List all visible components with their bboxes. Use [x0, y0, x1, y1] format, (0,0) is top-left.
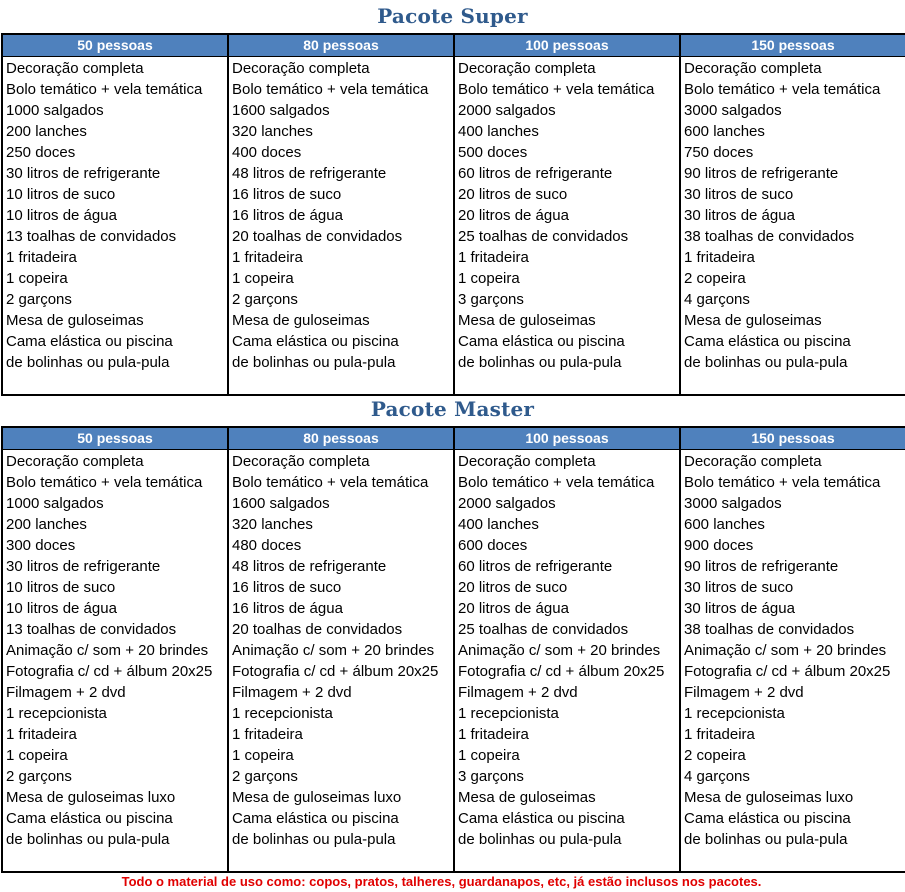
list-item: Decoração completa — [232, 453, 370, 470]
list-item: 30 litros de suco — [684, 579, 794, 596]
column-header: 100 pessoas — [454, 34, 680, 57]
list-item: Mesa de guloseimas — [232, 312, 370, 329]
list-item: 4 garçons — [684, 291, 750, 308]
list-item: 2 garçons — [232, 291, 298, 308]
items-row — [2, 57, 905, 396]
list-item: 1 recepcionista — [232, 705, 333, 722]
list-item: Bolo temático + vela temática — [458, 81, 655, 98]
list-item: Decoração completa — [684, 453, 822, 470]
list-item: 1 fritadeira — [232, 249, 303, 266]
list-item: Mesa de guloseimas — [684, 312, 822, 329]
list-item: 200 lanches — [6, 123, 87, 140]
pacote-master-title: Pacote Master — [370, 397, 535, 421]
list-item: Cama elástica ou piscina — [684, 810, 851, 827]
list-item: 250 doces — [6, 144, 76, 161]
list-item: 900 doces — [684, 537, 754, 554]
list-item: 600 doces — [458, 537, 528, 554]
list-item: 30 litros de água — [684, 600, 795, 617]
list-item: de bolinhas ou pula-pula — [458, 831, 622, 848]
list-item: 10 litros de suco — [6, 579, 116, 596]
list-item: 48 litros de refrigerante — [232, 558, 387, 575]
column-items-cell — [454, 57, 680, 396]
pacote-super-table — [1, 33, 905, 396]
list-item: 3000 salgados — [684, 495, 782, 512]
list-item: 1 copeira — [6, 270, 68, 287]
column-items-cell — [680, 57, 905, 396]
list-item: de bolinhas ou pula-pula — [684, 831, 848, 848]
column-items-cell — [2, 57, 228, 396]
list-item: 2 garçons — [6, 768, 72, 785]
list-item: 16 litros de suco — [232, 579, 342, 596]
list-item: Mesa de guloseimas luxo — [232, 789, 402, 806]
list-item: 2 copeira — [684, 270, 746, 287]
column-header: 100 pessoas — [454, 427, 680, 450]
list-item: 13 toalhas de convidados — [6, 228, 177, 245]
items-row — [2, 450, 905, 873]
list-item: 1 recepcionista — [458, 705, 559, 722]
pacote-super-title: Pacote Super — [377, 4, 528, 28]
list-item: 2 copeira — [684, 747, 746, 764]
list-item: Filmagem + 2 dvd — [232, 684, 352, 701]
list-item: 20 toalhas de convidados — [232, 621, 403, 638]
list-item: 60 litros de refrigerante — [458, 558, 613, 575]
column-items-cell — [454, 450, 680, 873]
list-item: 2000 salgados — [458, 495, 556, 512]
list-item: 300 doces — [6, 537, 76, 554]
column-items-cell — [680, 450, 905, 873]
list-item: 2000 salgados — [458, 102, 556, 119]
list-item: Decoração completa — [458, 453, 596, 470]
list-item: 1 fritadeira — [6, 249, 77, 266]
list-item: 25 toalhas de convidados — [458, 621, 629, 638]
list-item: 1 copeira — [232, 747, 294, 764]
list-item: 1000 salgados — [6, 495, 104, 512]
list-item: 600 lanches — [684, 123, 765, 140]
list-item: Filmagem + 2 dvd — [684, 684, 804, 701]
list-item: 1 fritadeira — [684, 726, 755, 743]
list-item: Mesa de guloseimas — [458, 312, 596, 329]
list-item: 10 litros de água — [6, 600, 117, 617]
list-item: 20 litros de suco — [458, 579, 568, 596]
list-item: 2 garçons — [6, 291, 72, 308]
column-header: 50 pessoas — [2, 34, 228, 57]
list-item: Bolo temático + vela temática — [232, 474, 429, 491]
list-item: Decoração completa — [6, 453, 144, 470]
list-item: Cama elástica ou piscina — [684, 333, 851, 350]
column-header: 80 pessoas — [228, 34, 454, 57]
list-item: 1600 salgados — [232, 102, 330, 119]
list-item: 1 copeira — [458, 270, 520, 287]
list-item: 16 litros de suco — [232, 186, 342, 203]
list-item: Animação c/ som + 20 brindes — [232, 642, 435, 659]
list-item: 1 fritadeira — [458, 249, 529, 266]
list-item: 1 fritadeira — [458, 726, 529, 743]
list-item: 13 toalhas de convidados — [6, 621, 177, 638]
list-item: 1 copeira — [458, 747, 520, 764]
list-item: Filmagem + 2 dvd — [6, 684, 126, 701]
list-item: 3000 salgados — [684, 102, 782, 119]
list-item: 1 recepcionista — [6, 705, 107, 722]
list-item: Bolo temático + vela temática — [458, 474, 655, 491]
list-item: 400 lanches — [458, 516, 539, 533]
column-header: 150 pessoas — [680, 427, 905, 450]
list-item: 1 fritadeira — [6, 726, 77, 743]
list-item: 20 toalhas de convidados — [232, 228, 403, 245]
list-item: Mesa de guloseimas — [458, 789, 596, 806]
list-item: Fotografia c/ cd + álbum 20x25 — [458, 663, 665, 680]
list-item: 20 litros de água — [458, 600, 569, 617]
list-item: Animação c/ som + 20 brindes — [684, 642, 887, 659]
list-item: 30 litros de água — [684, 207, 795, 224]
column-items-cell — [228, 450, 454, 873]
list-item: 1600 salgados — [232, 495, 330, 512]
list-item: Decoração completa — [458, 60, 596, 77]
list-item: 1 copeira — [232, 270, 294, 287]
list-item: 1 fritadeira — [232, 726, 303, 743]
column-items-cell — [228, 57, 454, 396]
list-item: de bolinhas ou pula-pula — [684, 354, 848, 371]
list-item: 500 doces — [458, 144, 528, 161]
list-item: Cama elástica ou piscina — [458, 810, 625, 827]
list-item: 600 lanches — [684, 516, 765, 533]
footer-note: Todo o material de uso como: copos, pratos, talheres, guardanapos, etc, já estão inclusos nos pacotes. — [121, 874, 762, 889]
list-item: 48 litros de refrigerante — [232, 165, 387, 182]
list-item: 2 garçons — [232, 768, 298, 785]
list-item: 400 doces — [232, 144, 302, 161]
list-item: Mesa de guloseimas luxo — [684, 789, 854, 806]
list-item: Filmagem + 2 dvd — [458, 684, 578, 701]
header-row — [2, 427, 905, 450]
list-item: 750 doces — [684, 144, 754, 161]
list-item: 20 litros de água — [458, 207, 569, 224]
list-item: Cama elástica ou piscina — [6, 810, 173, 827]
list-item: 25 toalhas de convidados — [458, 228, 629, 245]
list-item: 30 litros de refrigerante — [6, 165, 161, 182]
list-item: 1000 salgados — [6, 102, 104, 119]
list-item: 4 garçons — [684, 768, 750, 785]
list-item: Mesa de guloseimas luxo — [6, 789, 176, 806]
list-item: Fotografia c/ cd + álbum 20x25 — [684, 663, 891, 680]
list-item: Bolo temático + vela temática — [6, 81, 203, 98]
list-item: 1 copeira — [6, 747, 68, 764]
list-item: Decoração completa — [684, 60, 822, 77]
list-item: 400 lanches — [458, 123, 539, 140]
list-item: de bolinhas ou pula-pula — [232, 354, 396, 371]
list-item: Cama elástica ou piscina — [6, 333, 173, 350]
header-row — [2, 34, 905, 57]
list-item: Bolo temático + vela temática — [684, 81, 881, 98]
list-item: 38 toalhas de convidados — [684, 228, 855, 245]
list-item: 90 litros de refrigerante — [684, 165, 839, 182]
list-item: de bolinhas ou pula-pula — [6, 354, 170, 371]
list-item: Fotografia c/ cd + álbum 20x25 — [6, 663, 213, 680]
list-item: Animação c/ som + 20 brindes — [458, 642, 661, 659]
list-item: 60 litros de refrigerante — [458, 165, 613, 182]
column-header: 50 pessoas — [2, 427, 228, 450]
column-items-cell — [2, 450, 228, 873]
list-item: 3 garçons — [458, 291, 524, 308]
pacote-master-table — [1, 426, 905, 873]
list-item: 480 doces — [232, 537, 302, 554]
list-item: Bolo temático + vela temática — [6, 474, 203, 491]
list-item: 30 litros de suco — [684, 186, 794, 203]
list-item: 16 litros de água — [232, 207, 343, 224]
list-item: 320 lanches — [232, 516, 313, 533]
list-item: Bolo temático + vela temática — [684, 474, 881, 491]
list-item: 30 litros de refrigerante — [6, 558, 161, 575]
column-header: 80 pessoas — [228, 427, 454, 450]
list-item: 320 lanches — [232, 123, 313, 140]
list-item: Bolo temático + vela temática — [232, 81, 429, 98]
list-item: 3 garçons — [458, 768, 524, 785]
list-item: Fotografia c/ cd + álbum 20x25 — [232, 663, 439, 680]
list-item: 1 fritadeira — [684, 249, 755, 266]
list-item: de bolinhas ou pula-pula — [232, 831, 396, 848]
list-item: Mesa de guloseimas — [6, 312, 144, 329]
list-item: 200 lanches — [6, 516, 87, 533]
list-item: Decoração completa — [232, 60, 370, 77]
list-item: de bolinhas ou pula-pula — [6, 831, 170, 848]
list-item: 1 recepcionista — [684, 705, 785, 722]
list-item: Cama elástica ou piscina — [458, 333, 625, 350]
list-item: Cama elástica ou piscina — [232, 810, 399, 827]
list-item: Animação c/ som + 20 brindes — [6, 642, 209, 659]
column-header: 150 pessoas — [680, 34, 905, 57]
list-item: 10 litros de água — [6, 207, 117, 224]
list-item: 38 toalhas de convidados — [684, 621, 855, 638]
list-item: Cama elástica ou piscina — [232, 333, 399, 350]
list-item: de bolinhas ou pula-pula — [458, 354, 622, 371]
list-item: 90 litros de refrigerante — [684, 558, 839, 575]
list-item: 10 litros de suco — [6, 186, 116, 203]
list-item: Decoração completa — [6, 60, 144, 77]
list-item: 20 litros de suco — [458, 186, 568, 203]
list-item: 16 litros de água — [232, 600, 343, 617]
